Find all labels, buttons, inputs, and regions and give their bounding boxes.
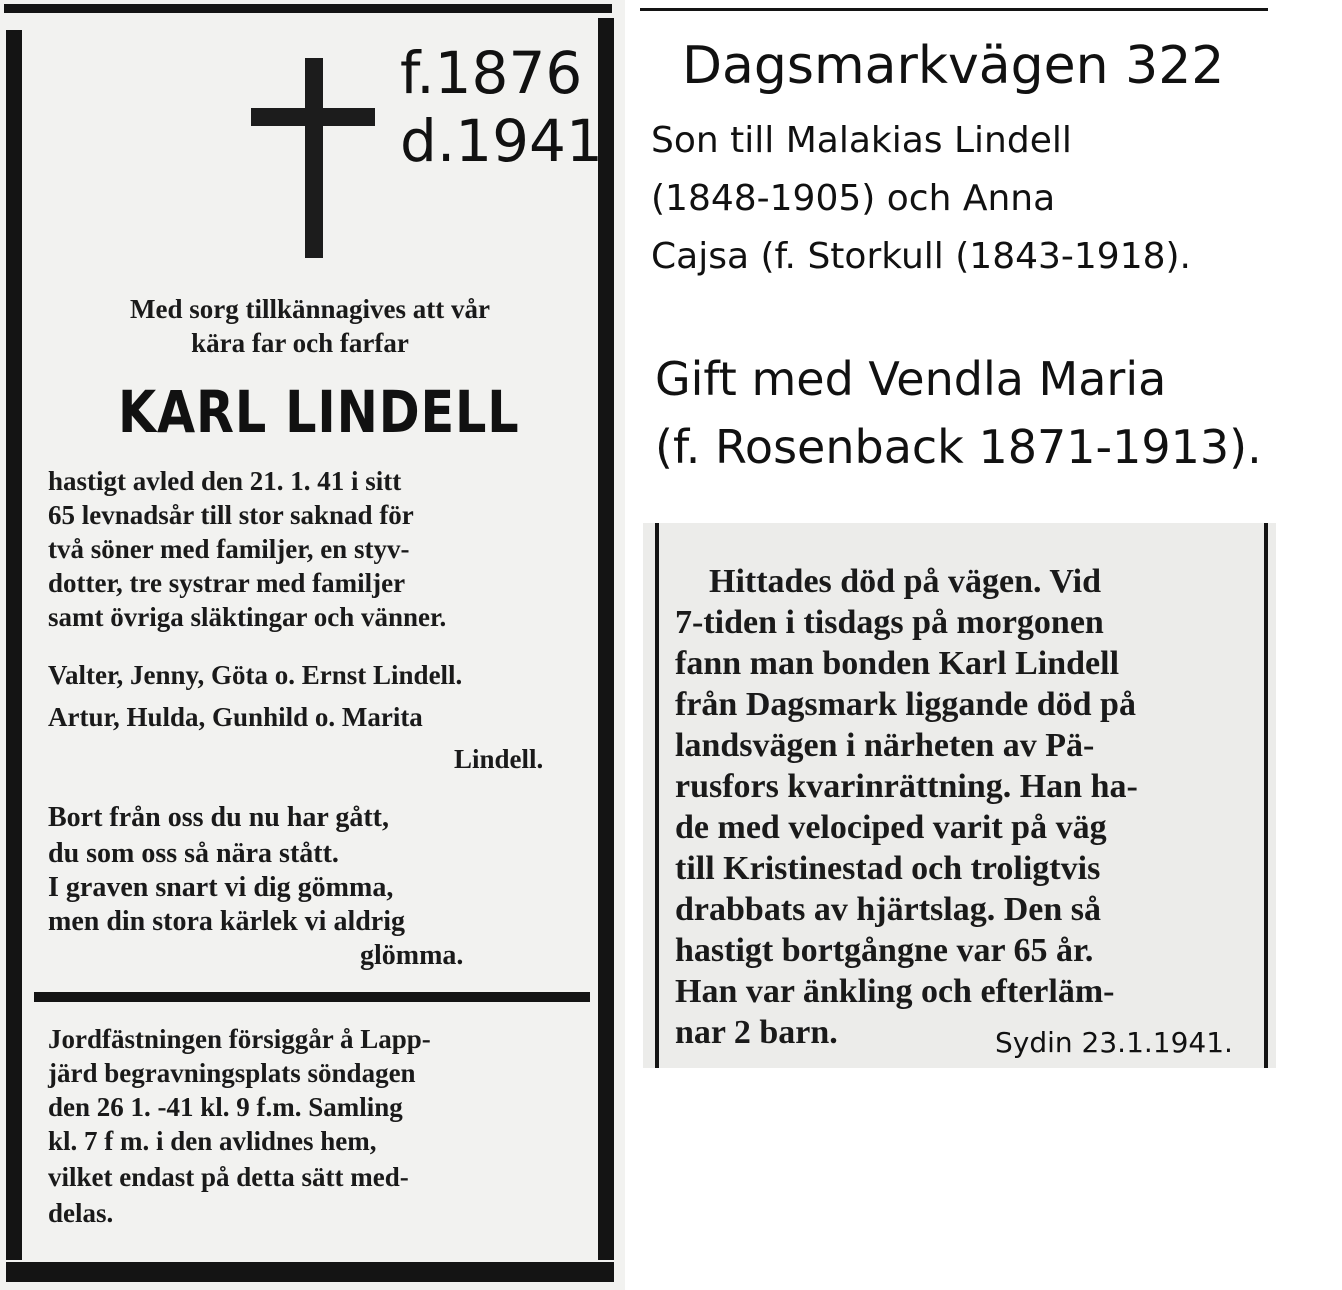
clipping-line: nar 2 barn. xyxy=(675,1014,838,1051)
body-line: samt övriga släktingar och vänner. xyxy=(48,602,447,632)
verse-line: glömma. xyxy=(360,940,464,971)
funeral-separator-rule xyxy=(34,992,590,1002)
cross-icon xyxy=(305,58,323,258)
clipping-line: 7-tiden i tisdags på morgonen xyxy=(675,604,1104,641)
signers-line: Artur, Hulda, Gunhild o. Marita xyxy=(48,702,423,732)
news-clipping xyxy=(643,523,1276,1068)
verse-line: du som oss så nära stått. xyxy=(48,838,339,869)
clipping-left-rule xyxy=(655,523,659,1068)
parents-line: (1848-1905) och Anna xyxy=(651,178,1056,219)
clipping-line: till Kristinestad och troligtvis xyxy=(675,850,1101,887)
funeral-line: järd begravningsplats söndagen xyxy=(48,1058,416,1088)
signers-line: Lindell. xyxy=(454,744,544,774)
top-border-rule xyxy=(4,4,612,13)
verse-line: I graven snart vi dig gömma, xyxy=(48,872,394,903)
clipping-line: landsvägen i närheten av Pä- xyxy=(675,727,1095,764)
right-border-rule xyxy=(598,18,614,1260)
parents-line: Son till Malakias Lindell xyxy=(651,120,1072,161)
funeral-line: den 26 1. -41 kl. 9 f.m. Samling xyxy=(48,1092,403,1122)
clipping-right-rule xyxy=(1264,523,1268,1068)
body-line: två söner med familjer, en styv- xyxy=(48,534,410,564)
obituary-clipping xyxy=(0,0,625,1290)
left-border-rule xyxy=(6,30,22,1260)
funeral-line: Jordfästningen försiggår å Lapp- xyxy=(48,1024,431,1054)
death-year: d.1941 xyxy=(400,107,603,175)
clipping-line: rusfors kvarinrättning. Han ha- xyxy=(675,768,1138,805)
clipping-line: fann man bonden Karl Lindell xyxy=(675,645,1120,682)
deceased-name: KARL LINDELL xyxy=(118,378,520,446)
clipping-line: drabbats av hjärtslag. Den så xyxy=(675,891,1101,928)
birth-year: f.1876 xyxy=(400,39,583,107)
funeral-line: vilket endast på detta sätt med- xyxy=(48,1162,409,1192)
spouse-line: (f. Rosenback 1871-1913). xyxy=(655,420,1262,474)
bottom-border-rule xyxy=(6,1262,614,1282)
intro-line: Med sorg tillkännagives att vår xyxy=(130,294,490,324)
clipping-line: från Dagsmark liggande död på xyxy=(675,686,1136,723)
source-citation: Sydin 23.1.1941. xyxy=(995,1026,1233,1059)
clipping-line: Hittades död på vägen. Vid xyxy=(709,563,1102,600)
body-line: hastigt avled den 21. 1. 41 i sitt xyxy=(48,466,402,496)
spouse-line: Gift med Vendla Maria xyxy=(655,352,1167,406)
clipping-line: Han var änkling och efterläm- xyxy=(675,973,1115,1010)
address-heading: Dagsmarkvägen 322 xyxy=(682,36,1225,96)
clipping-line: hastigt bortgångne var 65 år. xyxy=(675,932,1094,969)
signers-line: Valter, Jenny, Göta o. Ernst Lindell. xyxy=(48,660,463,690)
cross-icon-arm xyxy=(251,108,375,126)
body-line: dotter, tre systrar med familjer xyxy=(48,568,406,598)
top-right-rule xyxy=(640,8,1268,11)
funeral-line: delas. xyxy=(48,1198,114,1228)
verse-line: Bort från oss du nu har gått, xyxy=(48,802,389,833)
body-line: 65 levnadsår till stor saknad för xyxy=(48,500,414,530)
clipping-line: de med velociped varit på väg xyxy=(675,809,1107,846)
verse-line: men din stora kärlek vi aldrig xyxy=(48,906,406,937)
intro-line: kära far och farfar xyxy=(191,328,409,358)
funeral-line: kl. 7 f m. i den avlidnes hem, xyxy=(48,1126,377,1156)
parents-line: Cajsa (f. Storkull (1843-1918). xyxy=(651,236,1191,277)
